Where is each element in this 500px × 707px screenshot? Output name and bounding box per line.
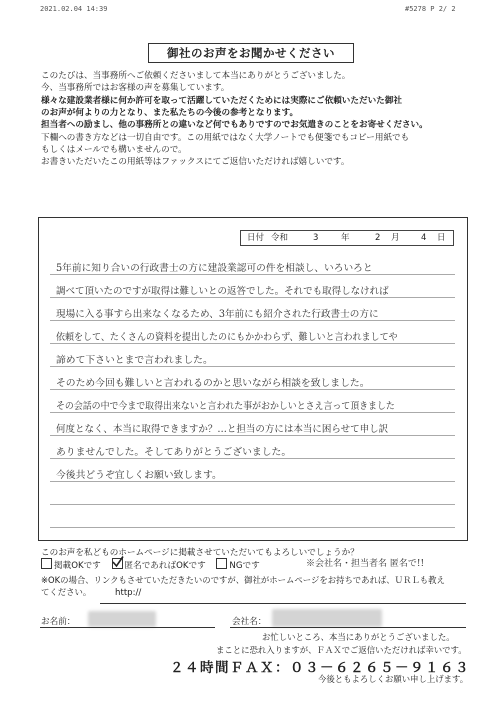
ruled-line xyxy=(50,366,455,367)
handwritten-line: 諦めて下さいとまで言われました。 xyxy=(56,355,213,366)
date-month: 2 xyxy=(375,233,381,243)
handwritten-line: そのため今回も難しいと言われるのかと思いながら相談を致しました。 xyxy=(56,378,370,389)
ruled-line xyxy=(50,527,455,528)
intro-line: 下欄への書き方などは一切自由です。この用紙ではなく大学ノートでも便箋でもコピー用紙でも xyxy=(41,132,410,143)
company-redacted xyxy=(272,609,382,627)
date-label: 日付 xyxy=(247,233,265,243)
name-underline xyxy=(40,627,215,628)
url-prefix: http:// xyxy=(115,588,142,598)
handwritten-line: 依頼をして、たくさんの資料を提出したのにもかかわらず、難しいと言われましてや xyxy=(56,332,398,343)
date-era: 令和 xyxy=(271,233,289,243)
url-note-line: てください。 xyxy=(41,587,92,597)
intro-line: このたびは、当事務所へご依頼くださいまして本当にありがとうございました。 xyxy=(41,71,351,81)
handwritten-line: 調べて頂いたのですが取得は難しいとの返答でした。それでも取得しなければ xyxy=(56,286,389,297)
intro-line: 担当者への励まし、他の事務所との違いなど何でもありですのでお気遣きのことをお寄せください。 xyxy=(41,120,428,131)
handwritten-line: 何度となく、本当に取得できますか？…と担当の方には本当に困らせて申し訳 xyxy=(56,424,389,435)
date-month-unit: 月 xyxy=(391,233,400,243)
date-year-unit: 年 xyxy=(341,233,350,243)
date-field[interactable] xyxy=(240,230,454,246)
form-title: 御社のお声をお聞かせください xyxy=(148,43,354,63)
intro-line: お書きいただいたこの用紙等はファックスにてご返信いただければ嬉しいです。 xyxy=(41,157,350,168)
checkbox-anonymous[interactable] xyxy=(112,558,123,569)
date-year: 3 xyxy=(313,233,319,243)
date-day: 4 xyxy=(421,233,427,243)
fax-page-info: #5278 P 2/ 2 xyxy=(405,5,456,13)
check-mark-icon xyxy=(112,556,124,568)
closing-regards: 今後ともよろしくお願い申し上げます。 xyxy=(318,674,469,684)
ruled-line xyxy=(50,297,455,298)
consent-options xyxy=(41,558,260,571)
name-label: お名前： xyxy=(41,617,76,627)
option-ok-label: 掲載OKです xyxy=(54,561,101,571)
ruled-line xyxy=(50,389,455,390)
checkbox-ng[interactable] xyxy=(216,558,227,569)
handwritten-line: 今後共どうぞ宜しくお願い致します。 xyxy=(56,470,222,481)
date-day-unit: 日 xyxy=(437,233,446,243)
ruled-line xyxy=(50,343,455,344)
closing-request: まことに恐れ入りますが、ＦＡＸでご返信いただければ幸いです。 xyxy=(216,645,467,655)
intro-line: のお声が何よりの力となり、また私たちの今後の参考となります。 xyxy=(41,108,299,119)
intro-line: 様々な建設業者様に何か許可を取って活躍していただくためには実際にご依頼いただいた御社 xyxy=(41,95,402,106)
ruled-line xyxy=(50,458,455,459)
ruled-line xyxy=(50,481,455,482)
ruled-line xyxy=(50,504,455,505)
ruled-line xyxy=(50,320,455,321)
closing-thanks: お忙しいところ、本当にありがとうございました。 xyxy=(262,632,455,642)
name-redacted xyxy=(88,611,156,627)
company-label: 会社名： xyxy=(232,617,267,627)
handwritten-line: 5年前に知り合いの行政書士の方に建設業認可の件を相談し、いろいろと xyxy=(56,263,373,274)
handwritten-line: 現場に入る事すら出来なくなるため、3年前にも紹介された行政書士の方に xyxy=(56,309,379,320)
url-note-line: ※OKの場合、リンクもさせていただきたいのですが、御社がホームページをお持ちであれば、ＵＲＬも教え xyxy=(41,575,445,585)
company-underline xyxy=(230,627,466,628)
ruled-line xyxy=(50,435,455,436)
ruled-line xyxy=(50,412,455,413)
checkbox-ok[interactable] xyxy=(41,558,52,569)
url-input[interactable] xyxy=(100,586,466,604)
intro-line: 今、当事務所ではお客様の声を募集しています。 xyxy=(41,83,230,94)
option-ng-label: NGです xyxy=(229,561,260,571)
intro-line: もしくはメールでも構いませんので。 xyxy=(41,145,187,156)
consent-question: このお声を私どものホームページに掲載させていただいてもよろしいでしょうか？ xyxy=(41,548,359,558)
handwritten-consent-note: ※会社名・担当者名 匿名で!! xyxy=(306,559,425,569)
handwritten-line: ありませんでした。そしてありがとうございました。 xyxy=(56,447,292,458)
option-anonymous-label: 匿名であればOKです xyxy=(124,561,206,571)
ruled-line xyxy=(50,274,455,275)
handwritten-line: その会話の中で今まで取得出来ないと言われた事がおかしいとさえ言って頂きました xyxy=(56,401,395,412)
fax-number: ２４時間ＦＡＸ：０３－６２６５－９１６３ xyxy=(170,660,470,676)
fax-datetime: 2021.02.04 14:39 xyxy=(40,5,108,13)
intro-text xyxy=(41,70,466,169)
